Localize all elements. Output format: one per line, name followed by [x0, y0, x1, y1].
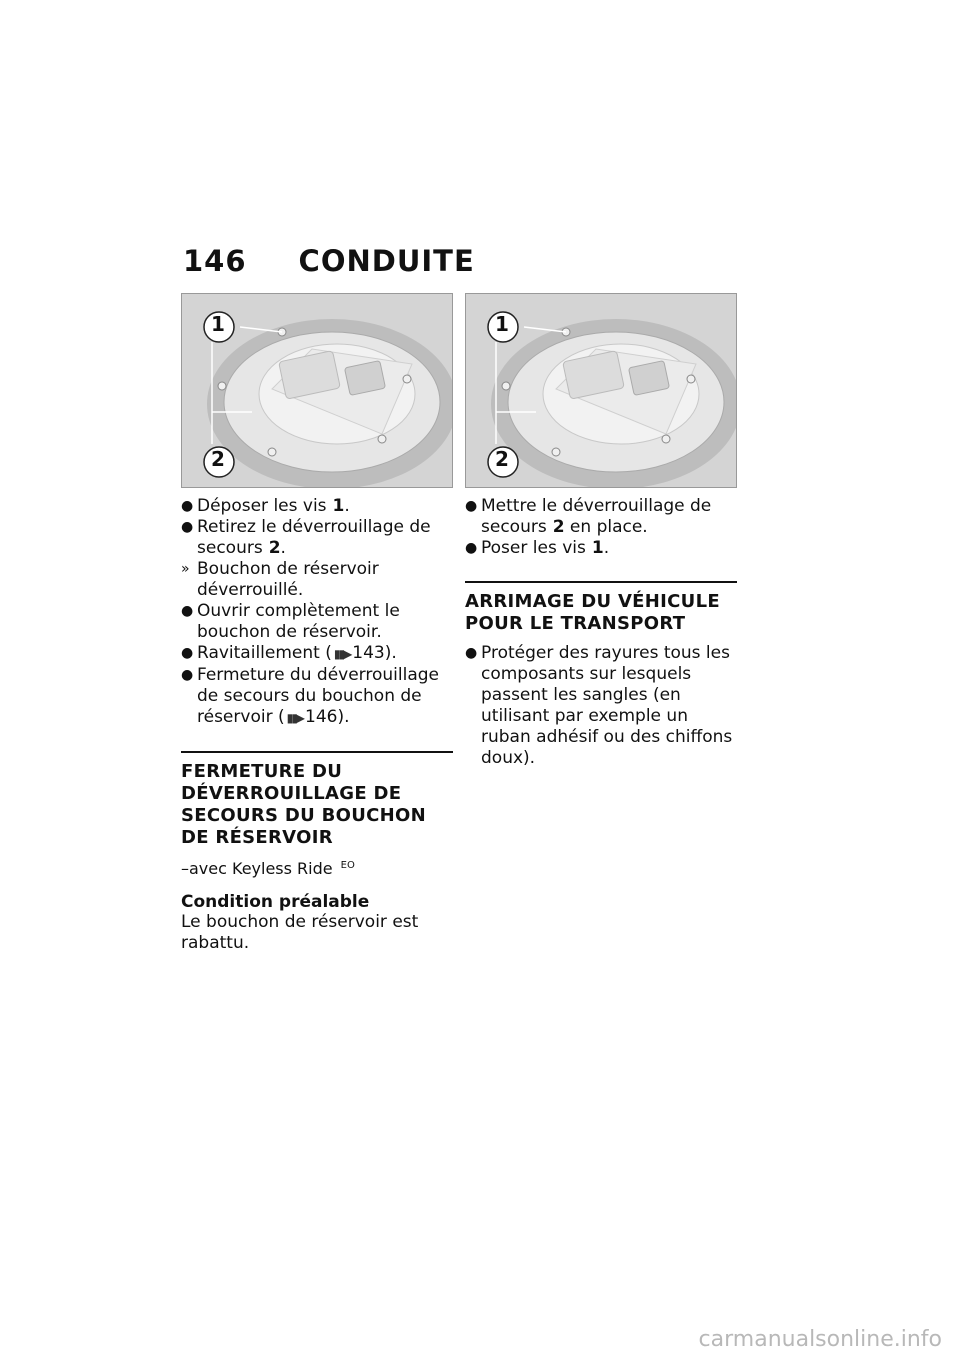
step-item: ● Fermeture du déverrouillage de secours du bouchon de réservoir ( ▮▮▶ 146).: [181, 665, 439, 727]
section-title: ARRIMAGE DU VÉHICULE POUR LE TRANSPORT: [465, 591, 720, 634]
fuel-cap-illustration-right: [465, 293, 737, 488]
step-item: ● Déposer les vis 1.: [181, 496, 350, 516]
callout-2: 2: [495, 447, 509, 471]
option-code: EO: [340, 859, 355, 871]
step-item: ● Ouvrir complètement le bouchon de réservoir.: [181, 601, 400, 642]
watermark: carmanualsonline.info: [698, 1327, 942, 1352]
condition-text: Le bouchon de réservoir est rabattu.: [181, 912, 419, 953]
condition-title: Condition préalable: [181, 892, 370, 912]
page-arrow-icon: ▮▮▶: [333, 647, 351, 661]
step-result: » Bouchon de réservoir déverrouillé.: [181, 559, 379, 600]
right-column: [465, 293, 737, 769]
step-item: ● Retirez le déverrouillage de secours 2.: [181, 517, 431, 558]
step-item: ● Poser les vis 1.: [465, 538, 610, 558]
left-column: [181, 293, 453, 954]
callout-2: 2: [211, 447, 225, 471]
callout-1: 1: [495, 312, 509, 336]
page-arrow-icon: ▮▮▶: [286, 711, 304, 725]
install-steps: [465, 496, 737, 559]
section-transport: [465, 581, 737, 769]
step-item: ● Mettre le déverrouillage de secours 2 en place.: [465, 496, 712, 537]
page-number: 146: [183, 244, 247, 278]
step-item: ● Ravitaillement ( ▮▮▶ 143).: [181, 643, 397, 663]
fuel-cap-illustration-left: [181, 293, 453, 488]
step-item: ● Protéger des rayures tous les composants sur lesquels passent les sangles (en utilisant par exemple un ruban adhésif ou des chiffons doux).: [465, 643, 733, 768]
page-link-146[interactable]: 146: [305, 707, 338, 727]
section-closing: [181, 751, 453, 954]
transport-steps: [465, 643, 737, 769]
chapter-title: CONDUITE: [298, 244, 475, 278]
page-link-143[interactable]: 143: [352, 643, 385, 663]
callout-1: 1: [211, 312, 225, 336]
option-line: –avec Keyless Ride $^{EO}$: [181, 859, 355, 878]
removal-steps: [181, 496, 453, 729]
section-title: FERMETURE DU DÉVERROUILLAGE DE SECOURS DU BOUCHON DE RÉSERVOIR: [181, 761, 426, 848]
page-header: [183, 244, 475, 278]
